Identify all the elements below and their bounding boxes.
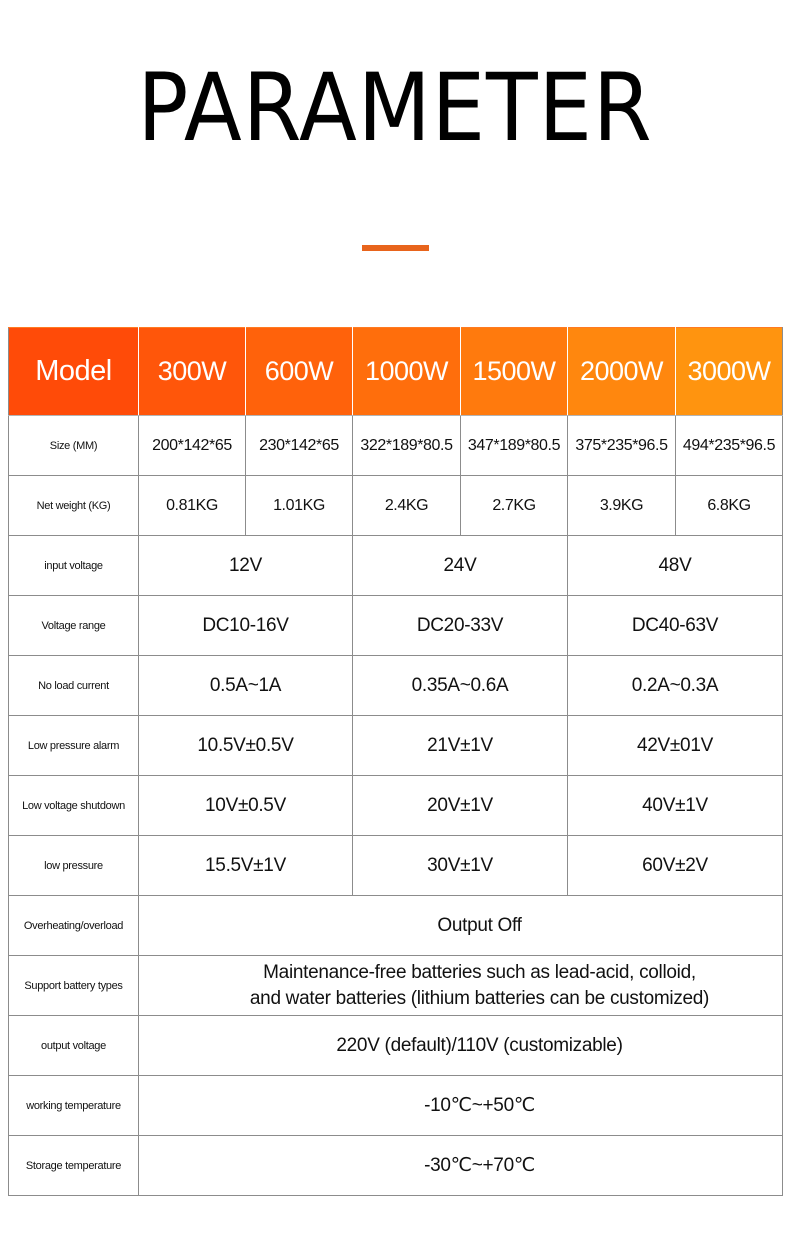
header-cell-1500w: 1500W (461, 328, 568, 416)
row-label: Overheating/overload (9, 896, 139, 956)
table-cell: 0.5A~1A (139, 656, 353, 716)
table-cell: 21V±1V (353, 716, 568, 776)
page-title: PARAMETER (137, 54, 653, 163)
table-cell: -30℃~+70℃ (139, 1136, 783, 1196)
table-cell: 6.8KG (676, 476, 783, 536)
table-row (9, 1076, 783, 1136)
table-cell: 30V±1V (353, 836, 568, 896)
header-cell-3000w: 3000W (676, 328, 783, 416)
header-cell-1000w: 1000W (353, 328, 461, 416)
table-cell: 2.4KG (353, 476, 461, 536)
table-cell: 347*189*80.5 (461, 416, 568, 476)
row-label: Low voltage shutdown (9, 776, 139, 836)
row-label: No load current (9, 656, 139, 716)
table-cell: DC20-33V (353, 596, 568, 656)
row-label: output voltage (9, 1016, 139, 1076)
table-cell: 60V±2V (568, 836, 783, 896)
row-label: Size (MM) (9, 416, 139, 476)
header-cell-600w: 600W (246, 328, 353, 416)
table-cell: 48V (568, 536, 783, 596)
table-row (9, 836, 783, 896)
header-cell-300w: 300W (139, 328, 246, 416)
row-label: low pressure (9, 836, 139, 896)
table-row (9, 536, 783, 596)
table-row (9, 956, 783, 1016)
table-row (9, 416, 783, 476)
table-cell: 220V (default)/110V (customizable) (139, 1016, 783, 1076)
table-cell: 10V±0.5V (139, 776, 353, 836)
table-cell: DC40-63V (568, 596, 783, 656)
table-cell: 3.9KG (568, 476, 676, 536)
table-cell: 2.7KG (461, 476, 568, 536)
table-cell: 322*189*80.5 (353, 416, 461, 476)
row-label: Low pressure alarm (9, 716, 139, 776)
table-header-row (9, 328, 783, 416)
table-cell (139, 956, 783, 1016)
row-label: working temperature (9, 1076, 139, 1136)
table-row (9, 1136, 783, 1196)
table-row (9, 596, 783, 656)
table-cell: 15.5V±1V (139, 836, 353, 896)
table-cell: 40V±1V (568, 776, 783, 836)
table-cell: 10.5V±0.5V (139, 716, 353, 776)
table-cell: 0.35A~0.6A (353, 656, 568, 716)
table-cell: 0.81KG (139, 476, 246, 536)
table-cell: -10℃~+50℃ (139, 1076, 783, 1136)
header-cell-2000w: 2000W (568, 328, 676, 416)
table-cell: Output Off (139, 896, 783, 956)
table-cell: 24V (353, 536, 568, 596)
table-row (9, 1016, 783, 1076)
table-cell: 42V±01V (568, 716, 783, 776)
table-cell: 0.2A~0.3A (568, 656, 783, 716)
table-row (9, 896, 783, 956)
table-cell: DC10-16V (139, 596, 353, 656)
table-cell: 12V (139, 536, 353, 596)
row-label: Support battery types (9, 956, 139, 1016)
battery-types-line-2: and water batteries (lithium batteries can be customized) (249, 987, 710, 1009)
title-accent-bar (362, 245, 429, 251)
table-cell: 494*235*96.5 (676, 416, 783, 476)
row-label: input voltage (9, 536, 139, 596)
parameter-table (8, 327, 783, 1196)
table-cell: 200*142*65 (139, 416, 246, 476)
row-label: Storage temperature (9, 1136, 139, 1196)
table-cell: 1.01KG (246, 476, 353, 536)
battery-types-line-1: Maintenance-free batteries such as lead-acid, colloid, (263, 961, 696, 983)
row-label: Voltage range (9, 596, 139, 656)
table-cell: 20V±1V (353, 776, 568, 836)
table-row (9, 476, 783, 536)
table-cell: 375*235*96.5 (568, 416, 676, 476)
table-row (9, 716, 783, 776)
header-cell-model: Model (9, 328, 139, 416)
row-label: Net weight (KG) (9, 476, 139, 536)
table-cell: 230*142*65 (246, 416, 353, 476)
table-row (9, 776, 783, 836)
table-row (9, 656, 783, 716)
